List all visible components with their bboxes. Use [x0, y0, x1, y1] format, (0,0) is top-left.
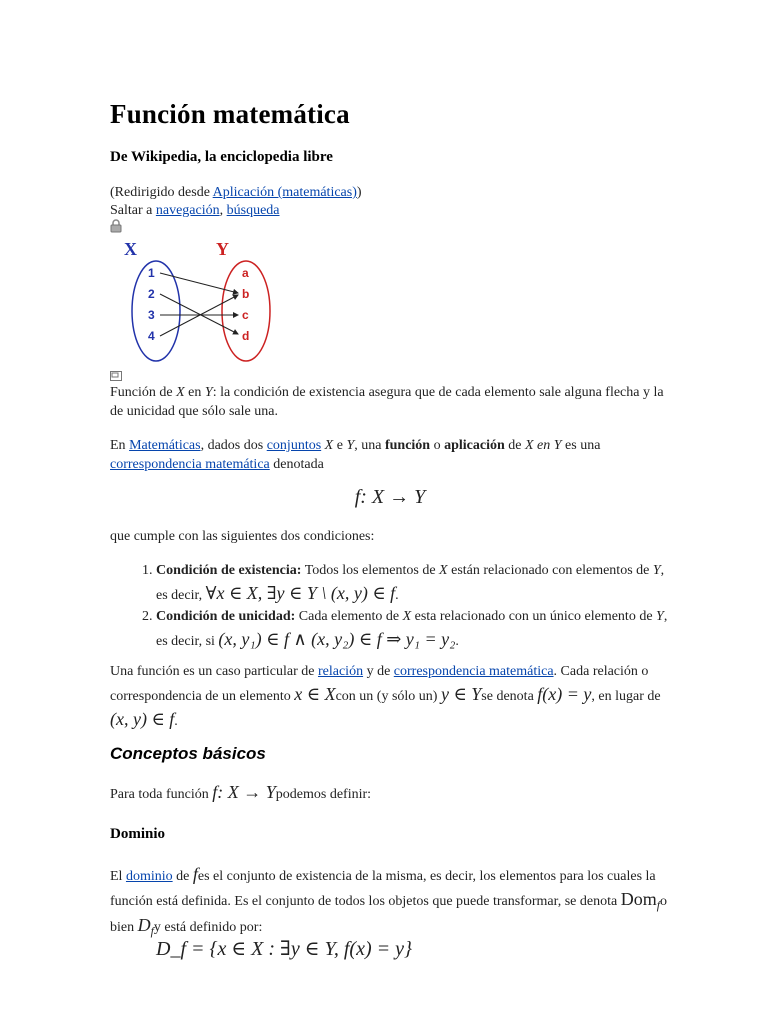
search-link[interactable]: búsqueda [226, 203, 280, 218]
navigation-link[interactable]: navegación [155, 203, 220, 218]
relation-paragraph: Una función es un caso particular de relación y de correspondencia matemática. Cada relación o correspondencia de un elemento x ∈ Xcon un (y sólo un) y ∈ Yse denota f(x) = y, en lugar de (x, y) ∈ f. [110, 664, 661, 729]
domain-element: 1 [148, 266, 155, 280]
domain-element: 3 [148, 308, 155, 322]
link-dominio[interactable]: dominio [125, 869, 173, 884]
subsection-heading: Dominio [110, 826, 166, 842]
set-x-label: X [124, 239, 137, 259]
conditions-list [110, 562, 676, 654]
intro-paragraph: En Matemáticas, dados dos conjuntos X e Y, una función o aplicación de X en Y es una correspondencia matemática denotada [110, 438, 601, 472]
page-title: Función matemática [110, 99, 350, 129]
link-conjuntos[interactable]: conjuntos [266, 438, 322, 453]
link-correspondencia[interactable]: correspondencia matemática [110, 456, 270, 472]
conditions-intro: que cumple con las siguientes dos condiciones: [110, 529, 375, 544]
lock-icon [110, 219, 122, 233]
section-heading: Conceptos básicos [110, 744, 266, 763]
mapping-arrow [160, 294, 238, 334]
list-item: 1. Condición de existencia: Todos los elementos de X están relacionado con elementos de Y, es decir, ∀x ∈ X, ∃y ∈ Y \ (x, y) ∈ f. [156, 562, 676, 606]
domain-element: 4 [148, 329, 155, 343]
basic-concepts-paragraph: Para toda función f: X → Ypodemos definir: [110, 782, 372, 802]
site-subtitle: De Wikipedia, la enciclopedia libre [110, 149, 333, 165]
enlarge-icon[interactable] [110, 371, 122, 381]
domain-element: 2 [148, 287, 155, 301]
redirect-link[interactable]: Aplicación (matemáticas) [212, 185, 357, 200]
link-correspondencia-2[interactable]: correspondencia matemática [393, 664, 554, 679]
formula-function: f: X → Y [354, 486, 426, 508]
set-y-label: Y [216, 239, 229, 259]
jump-links: Saltar a navegación, búsqueda [110, 203, 280, 218]
codomain-element: b [242, 287, 250, 301]
link-matematicas[interactable]: Matemáticas [129, 438, 201, 453]
codomain-element: a [242, 266, 249, 280]
redirect-note: (Redirigido desde Aplicación (matemáticas)) [110, 185, 362, 200]
function-diagram [118, 235, 288, 365]
figure-caption: Función de X en Y: la condición de existencia asegura que de cada elemento sale alguna flecha y la de unicidad que sólo sale una. [110, 385, 664, 419]
link-relacion[interactable]: relación [317, 664, 364, 679]
codomain-element: c [242, 308, 249, 322]
codomain-element: d [242, 329, 250, 343]
formula-domain: D_f = {x ∈ X : ∃y ∈ Y, f(x) = y} [156, 938, 412, 960]
domain-paragraph: El dominio de fes el conjunto de existencia de la misma, es decir, los elementos para los cuales la función está definida. Es el conjunto de todos los objetos que puede transformar, se denota Dom$_f$o bien $D_fy$ está definido por: [110, 864, 667, 939]
list-item: 2. Condición de unicidad: Cada elemento de X esta relacionado con un único elemento de Y, es decir, si (x, y₁) ∈ f ∧ (x, y₂) ∈ f ⇒ y₁ = y₂. [156, 608, 676, 652]
